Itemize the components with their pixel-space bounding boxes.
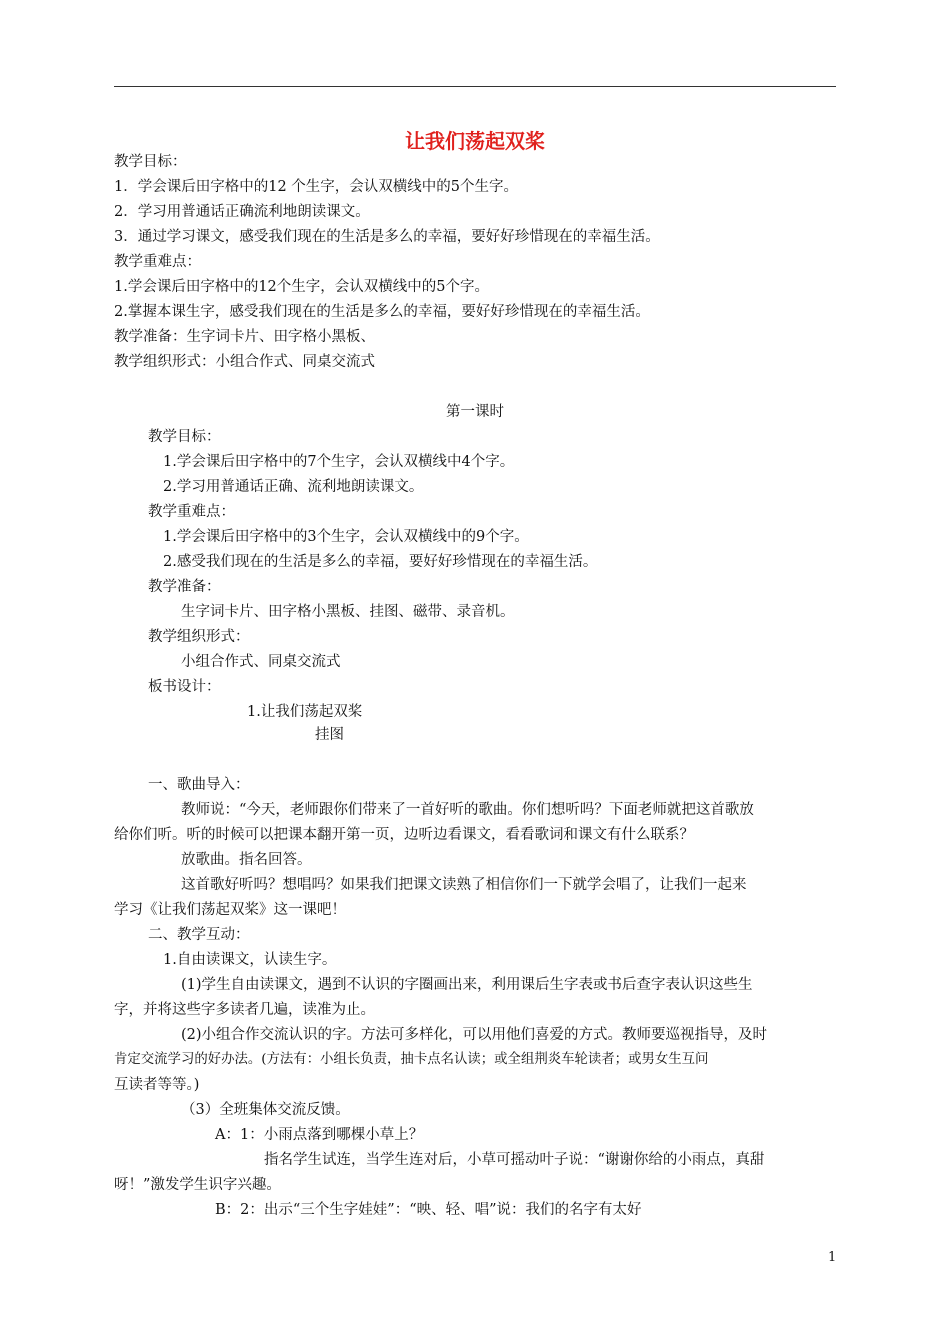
paragraph-line: 字，并将这些字多读者几遍，读准为止。 — [114, 1002, 375, 1018]
lesson-goals-heading: 教学目标： — [148, 429, 221, 445]
key-point: 2.掌握本课生字，感受我们现在的生活是多么的幸福，要好好珍惜现在的幸福生活。 — [114, 304, 650, 320]
paragraph-line: 这首歌好听吗？想唱吗？如果我们把课文读熟了相信你们一下就学会唱了，让我们一起来 — [181, 877, 747, 893]
prep-line: 教学准备：生字词卡片、田字格小黑板、 — [114, 329, 375, 345]
lesson-key-heading: 教学重难点： — [148, 504, 235, 520]
paragraph-line: 教师说：“今天，老师跟你们带来了一首好听的歌曲。你们想听吗？下面老师就把这首歌放 — [181, 802, 754, 818]
paragraph-line: 指名学生试连，当学生连对后，小草可摇动叶子说：“谢谢你给的小雨点，真甜 — [264, 1152, 765, 1168]
key-heading: 教学重难点： — [114, 254, 201, 270]
goal-item: 2．学习用普通话正确流利地朗读课文。 — [114, 204, 370, 220]
lesson-heading: 第一课时 — [446, 404, 504, 420]
section-heading: 二、教学互动： — [148, 927, 250, 943]
paragraph-line: (1)学生自由读课文，遇到不认识的字圈画出来，利用课后生字表或书后查字表认识这些生 — [181, 977, 753, 993]
lesson-key-point: 1.学会课后田字格中的3个生字，会认双横线中的9个字。 — [163, 529, 529, 545]
goals-heading: 教学目标： — [114, 154, 187, 170]
goal-item: 1．学会课后田字格中的12 个生字，会认双横线中的5个生字。 — [114, 179, 519, 195]
paragraph-line: B：2：出示“三个生字娃娃”：“映、轻、唱”说：我们的名字有太好 — [215, 1202, 642, 1218]
lesson-org: 小组合作式、同桌交流式 — [181, 654, 341, 670]
lesson-goal-item: 1.学会课后田字格中的7个生字，会认双横线中4个字。 — [163, 454, 515, 470]
paragraph-line: 肯定交流学习的好办法。(方法有：小组长负责，抽卡点名认读；或全组荆炎车轮读者；或男女生互问 — [114, 1052, 709, 1067]
board-line-1: 1.让我们荡起双桨 — [247, 704, 363, 720]
org-line: 教学组织形式：小组合作式、同桌交流式 — [114, 354, 375, 370]
paragraph-line: (2)小组合作交流认识的字。方法可多样化，可以用他们喜爱的方式。教师要巡视指导，及时 — [181, 1027, 768, 1043]
paragraph-line: （3）全班集体交流反馈。 — [181, 1102, 350, 1118]
paragraph-line: 互读者等等。) — [114, 1077, 200, 1093]
paragraph-line: 学习《让我们荡起双桨》这一课吧！ — [114, 902, 346, 918]
board-line-2: 挂图 — [315, 727, 344, 743]
sub-heading: 1.自由读课文，认读生字。 — [163, 952, 337, 968]
paragraph-line: 放歌曲。指名回答。 — [181, 852, 312, 868]
paragraph-line: 给你们听。听的时候可以把课本翻开第一页，边听边看课文，看看歌词和课文有什么联系？ — [114, 827, 694, 843]
page-number: 1 — [828, 1250, 837, 1265]
paragraph-line: A：1：小雨点落到哪棵小草上？ — [215, 1127, 424, 1143]
lesson-org-heading: 教学组织形式： — [148, 629, 250, 645]
document-title: 让我们荡起双桨 — [405, 129, 545, 153]
lesson-goal-item: 2.学习用普通话正确、流利地朗读课文。 — [163, 479, 424, 495]
paragraph-line: 呀！”激发学生识字兴趣。 — [114, 1177, 281, 1193]
header-rule — [114, 86, 836, 87]
lesson-prep: 生字词卡片、田字格小黑板、挂图、磁带、录音机。 — [181, 604, 515, 620]
section-heading: 一、歌曲导入： — [148, 777, 250, 793]
lesson-key-point: 2.感受我们现在的生活是多么的幸福，要好好珍惜现在的幸福生活。 — [163, 554, 598, 570]
goal-item: 3．通过学习课文，感受我们现在的生活是多么的幸福，要好好珍惜现在的幸福生活。 — [114, 229, 660, 245]
key-point: 1.学会课后田字格中的12个生字，会认双横线中的5个字。 — [114, 279, 490, 295]
board-heading: 板书设计： — [148, 679, 221, 695]
lesson-prep-heading: 教学准备： — [148, 579, 221, 595]
